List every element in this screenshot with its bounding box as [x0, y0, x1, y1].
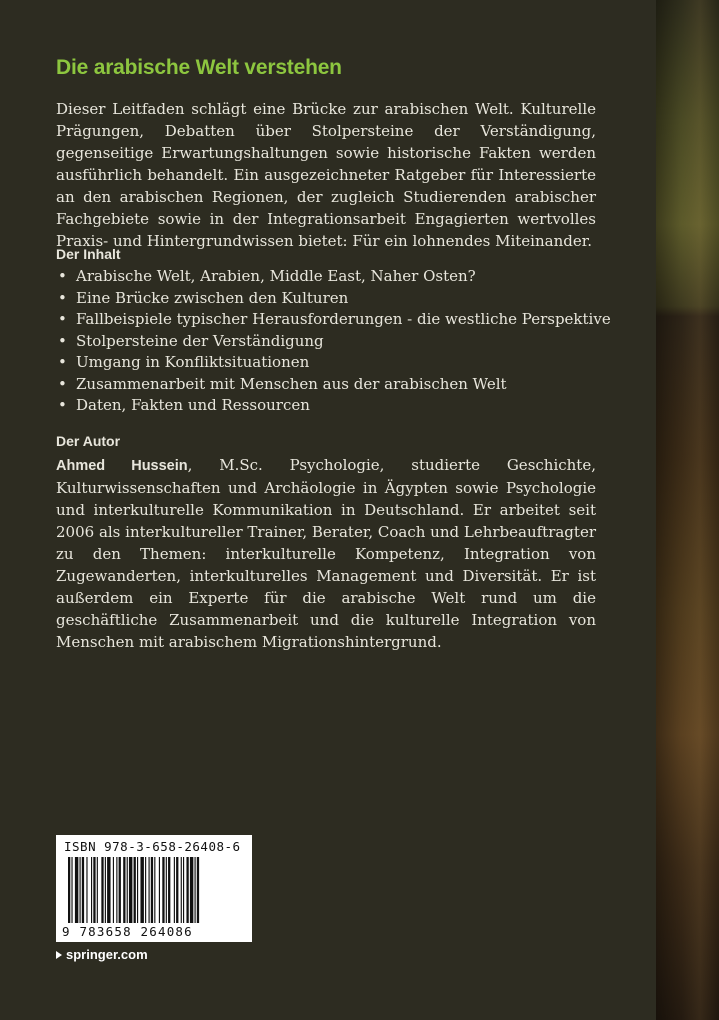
bullet-icon: • [58, 310, 67, 328]
page-title: Die arabische Welt verstehen [56, 56, 342, 79]
cover-edge [656, 0, 719, 1020]
arrow-right-icon [56, 951, 62, 959]
bullet-icon: • [58, 288, 67, 307]
bullet-icon: • [58, 267, 67, 285]
author-bio [56, 454, 596, 653]
list-item: • Stolpersteine der Verständigung [56, 331, 616, 353]
author-name: Ahmed Hussein [56, 458, 188, 474]
isbn-number: ISBN 978-3-658-26408-6 [64, 839, 241, 854]
barcode [56, 835, 252, 942]
list-item: • Eine Brücke zwischen den Kulturen [56, 288, 616, 310]
bullet-icon: • [58, 374, 67, 393]
bullet-icon: • [58, 331, 67, 350]
publisher-link[interactable] [56, 947, 148, 962]
list-item: • Fallbeispiele typischer Herausforderungen - die westliche Perspektive [56, 309, 616, 331]
ean-number: 9 783658 264086 [62, 924, 193, 939]
contents-heading: Der Inhalt [56, 246, 121, 262]
list-item: • Arabische Welt, Arabien, Middle East, Naher Osten? [56, 266, 616, 288]
publisher-url: springer.com [66, 947, 148, 962]
bullet-icon: • [58, 396, 67, 414]
author-heading: Der Autor [56, 433, 121, 449]
author-bio-text: , M.Sc. Psychologie, studierte Geschichte, Kulturwissenschaften und Archäologie in Ägypten sowie Psychologie und interkulturelle Kommunikation in Deutschland. Er arbeitet seit 2006 als interkultureller Trainer, Berater, Coach und Lehrbeauftragter zu den Themen: interkulturelle Kompetenz, Integration von Zugewanderten, interkulturelles Management und Diversität. Er ist außerdem ein Experte für die arabische Welt rund um die geschäftliche Zusammenarbeit und die kulturelle Integration von Menschen mit arabischem Migrationshintergrund. [56, 456, 596, 651]
bullet-icon: • [58, 353, 67, 371]
list-item: • Umgang in Konfliktsituationen [56, 352, 616, 374]
contents-list [56, 266, 616, 417]
list-item: • Zusammenarbeit mit Menschen aus der arabischen Welt [56, 374, 616, 396]
barcode-icon [68, 857, 240, 923]
intro-paragraph: Dieser Leitfaden schlägt eine Brücke zur arabischen Welt. Kulturelle Prägungen, Debatten über Stolpersteine der Verständigung, gegenseitige Erwartungshaltungen sowie historische Fakten werden ausführlich behandelt. Ein ausgezeichneter Ratgeber für Interessierte an den arabischen Regionen, der zugleich Studierenden arabischer Fachgebiete sowie in der Integrationsarbeit Engagierten wertvolles Praxis- und Hintergrundwissen bietet: Für ein lohnendes Miteinander. [56, 100, 596, 250]
list-item: • Daten, Fakten und Ressourcen [56, 395, 616, 417]
